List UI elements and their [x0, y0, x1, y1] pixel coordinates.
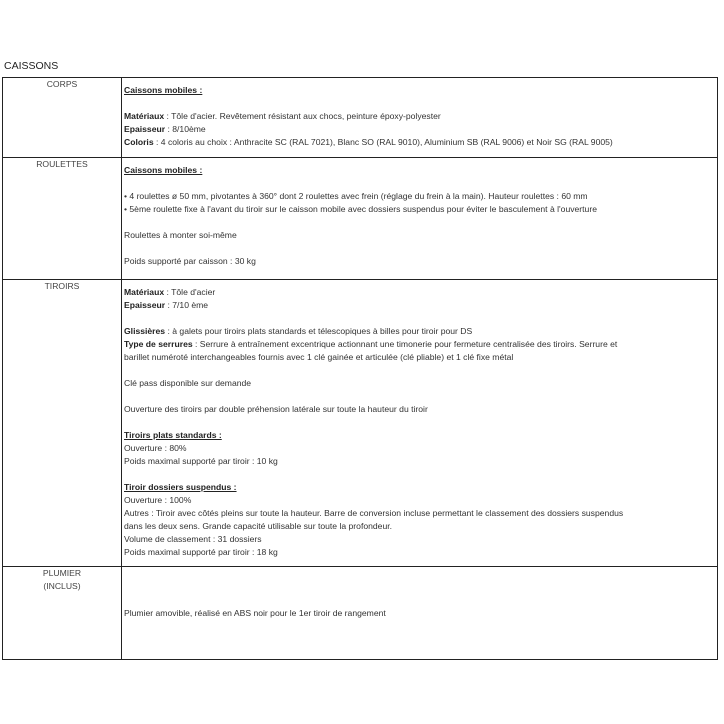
dossiers-ouverture-line: Ouverture : 100% [124, 495, 192, 505]
table-row-tiroirs [3, 280, 718, 567]
roulettes-line-3: Roulettes à monter soi-même [124, 230, 237, 240]
glissieres-label: Glissières [124, 326, 166, 336]
epaisseur-value: : 8/10ème [165, 124, 206, 134]
serrures-label: Type de serrures [124, 339, 193, 349]
row-content-plumier [122, 567, 718, 660]
heading-tiroirs-plats: Tiroirs plats standards : [124, 430, 222, 440]
serrures-line-2: barillet numéroté interchangeables fournis avec 1 clé gainée et articulée (clé pliable) et 1 clé fixe métal [124, 352, 514, 362]
cle-pass-line: Clé pass disponible sur demande [124, 378, 252, 388]
coloris-value: : 4 coloris au choix : Anthracite SC (RAL 7021), Blanc SO (RAL 9010), Aluminium SB (RAL 9006) et Noir SG (RAL 9005) [153, 137, 613, 147]
page-title: CAISSONS [4, 60, 59, 72]
row-label-plumier [3, 567, 122, 660]
roulettes-line-2: • 5ème roulette fixe à l'avant du tiroir sur le caisson mobile avec dossiers suspendus pour éviter le basculement à l'ouverture [124, 204, 597, 214]
tiroirs-epaisseur-line [124, 299, 714, 312]
ouverture-double-line: Ouverture des tiroirs par double préhension latérale sur toute la hauteur du tiroir [124, 404, 428, 414]
glissieres-line [124, 325, 714, 338]
heading-caissons-mobiles: Caissons mobiles : [124, 85, 203, 95]
plats-poids-line: Poids maximal supporté par tiroir : 10 kg [124, 456, 278, 466]
dossiers-autres-line-1: Autres : Tiroir avec côtés pleins sur toute la hauteur. Barre de conversion incluse permettant le classement des dossiers suspendus [124, 508, 624, 518]
row-content-roulettes [122, 158, 718, 280]
spec-table [2, 77, 718, 660]
table-row-roulettes [3, 158, 718, 280]
materiaux-value: : Tôle d'acier [164, 287, 216, 297]
serrures-value: : Serrure à entraînement excentrique actionnant une timonerie pour fermeture centralisée des tiroirs. Serrure et [192, 339, 618, 349]
table-row-corps [3, 78, 718, 158]
dossiers-autres-line-2: dans les deux sens. Grande capacité utilisable sur toute la profondeur. [124, 521, 393, 531]
coloris-label: Coloris [124, 137, 154, 147]
serrures-line [124, 338, 714, 351]
plumier-text: Plumier amovible, réalisé en ABS noir pour le 1er tiroir de rangement [124, 607, 386, 618]
materiaux-line [124, 110, 714, 123]
plumier-label-line-1: PLUMIER [42, 568, 82, 578]
heading-tiroir-dossiers: Tiroir dossiers suspendus : [124, 482, 237, 492]
roulettes-line-1: • 4 roulettes ø 50 mm, pivotantes à 360° dont 2 roulettes avec frein (réglage du frein à la main). Hauteur roulettes : 60 mm [124, 191, 588, 201]
dossiers-volume-line: Volume de classement : 31 dossiers [124, 534, 262, 544]
roulettes-line-4: Poids supporté par caisson : 30 kg [124, 256, 256, 266]
epaisseur-label: Epaisseur [124, 300, 166, 310]
tiroirs-materiaux-line [124, 286, 714, 299]
row-content-corps [122, 78, 718, 158]
materiaux-value: : Tôle d'acier. Revêtement résistant aux chocs, peinture époxy-polyester [164, 111, 441, 121]
table-row-plumier [3, 567, 718, 660]
materiaux-label: Matériaux [124, 287, 165, 297]
row-label-roulettes: ROULETTES [3, 158, 122, 280]
heading-caissons-mobiles: Caissons mobiles : [124, 165, 203, 175]
glissieres-value: : à galets pour tiroirs plats standards et télescopiques à billes pour tiroir pour DS [165, 326, 473, 336]
epaisseur-line [124, 123, 714, 136]
coloris-line [124, 136, 714, 149]
materiaux-label: Matériaux [124, 111, 165, 121]
row-content-tiroirs [122, 280, 718, 567]
row-label-tiroirs: TIROIRS [3, 280, 122, 567]
dossiers-poids-line: Poids maximal supporté par tiroir : 18 kg [124, 547, 278, 557]
epaisseur-label: Epaisseur [124, 124, 166, 134]
epaisseur-value: : 7/10 ème [165, 300, 209, 310]
plats-ouverture-line: Ouverture : 80% [124, 443, 187, 453]
row-label-corps: CORPS [3, 78, 122, 158]
plumier-label-line-2: (INCLUS) [43, 581, 81, 591]
